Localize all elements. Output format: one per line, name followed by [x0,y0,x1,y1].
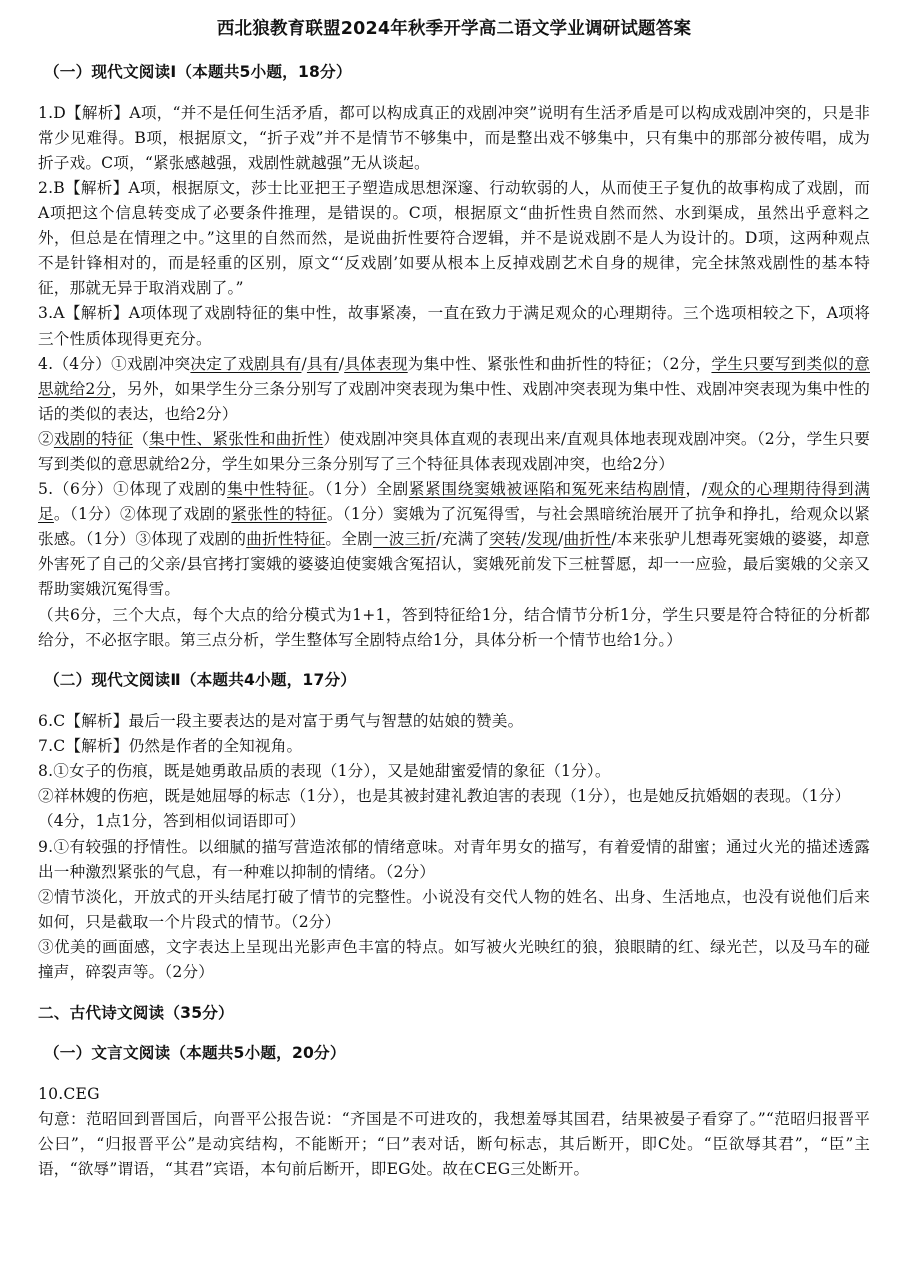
text-segment: 。全剧 [325,530,373,549]
text-segment: ，另外，如果学生分三条分别写了戏剧冲突表现为集中性、戏剧冲突表现为集中性、戏剧冲突表现为集中性的话的类似的表达，也给2分） [38,379,870,423]
section-heading [38,668,870,693]
text-segment: （4分，1点1分，答到相似词语即可） [38,812,306,831]
answer-paragraph [38,759,870,784]
document-body [38,60,870,1182]
text-segment: ②情节淡化，开放式的开头结尾打破了情节的完整性。小说没有交代人物的姓名、出身、生活地点，也没有说他们后来如何，只是截取一个片段式的情节。（2分） [38,887,870,931]
underlined-text: 具体表现 [344,354,408,373]
text-segment: /充满了 [436,530,490,549]
underlined-text: 曲折性特征 [246,530,326,549]
section-heading [38,60,870,85]
underlined-text: 决定了戏剧具有 [190,354,302,373]
text-segment: 。（1分）②体现了戏剧的 [53,505,232,524]
answer-paragraph [38,101,870,176]
answer-paragraph [38,301,870,351]
answer-paragraph [38,809,870,834]
answer-paragraph [38,603,870,653]
text-segment: （二）现代文阅读Ⅱ（本题共4小题，17分） [44,671,357,690]
text-segment: ②祥林嫂的伤疤，既是她屈辱的标志（1分），也是其被封建礼教迫害的表现（1分），也是她反抗婚姻的表现。（1分） [38,787,851,806]
text-segment: ）使戏剧冲突具体直观的表现出来/直观具体地表现戏剧冲突。（2分，学生只要写到类似的意思就给2分，学生如果分三条分别写了三个特征具体表现戏剧冲突，也给2分） [38,429,871,473]
underlined-text: 观众的心理期待得到满足 [38,480,870,524]
underlined-text: 紧紧围绕窦娥被诬陷和冤死来结构剧情 [408,480,686,499]
underlined-text: 紧张性的特征 [231,505,327,524]
text-segment: 7.C【解析】仍然是作者的全知视角。 [38,737,303,756]
text-segment: / [558,530,564,549]
text-segment: 6.C【解析】最后一段主要表达的是对富于勇气与智慧的姑娘的赞美。 [38,712,524,731]
answer-paragraph [38,835,870,885]
text-segment: 9.①有较强的抒情性。以细腻的描写营造浓郁的情绪意味。对青年男女的描写，有着爱情的甜蜜；通过火光的描述透露出一种激烈紧张的气息，有一种难以抑制的情绪。（2分） [38,837,870,881]
text-segment: 8.①女子的伤痕，既是她勇敢品质的表现（1分），又是她甜蜜爱情的象征（1分）。 [38,762,611,781]
section-heading [38,1001,870,1026]
text-segment: 4.（4分）①戏剧冲突 [38,354,191,373]
text-segment: / [338,354,345,373]
answer-document [38,14,870,1182]
answer-paragraph [38,734,870,759]
section-heading [38,1041,870,1066]
answer-paragraph [38,709,870,734]
underlined-text: 集中性特征 [227,480,309,499]
answer-paragraph [38,352,870,427]
text-segment: 5.（6分）①体现了戏剧的 [38,480,228,499]
text-segment: （共6分，三个大点，每个大点的给分模式为1+1，答到特征给1分，结合情节分析1分，学生只要是符合特征的分析都给分，不必抠字眼。第三点分析，学生整体写全剧特点给1分，具体分析一个情节也给1分。） [38,605,870,649]
text-segment: （一）现代文阅读Ⅰ（本题共5小题，18分） [44,63,352,81]
text-segment: （一）文言文阅读（本题共5小题，20分） [44,1044,346,1063]
answer-paragraph [38,1082,870,1107]
answer-paragraph [38,935,870,985]
answer-paragraph [38,427,870,477]
text-segment: 2.B【解析】A项，根据原文，莎士比亚把王子塑造成思想深邃、行动软弱的人，从而使王子复仇的故事构成了戏剧，而A项把这个信息转变成了必要条件推理，是错误的。C项，根据原文“曲折性贵自然而然、水到渠成，虽然出乎意料之外，但总是在情理之中。”这里的自然而然，是说曲折性要符合逻辑，并不是说戏剧不是人为设计的。D项，这两种观点不是针锋相对的，而是轻重的区别，原文“‘反戏剧’如要从根本上反掉戏剧艺术自身的规律，完全抹煞戏剧性的基本特征，那就无异于取消戏剧了。” [38,178,870,298]
text-segment: /本来张驴儿想毒死窦娥的婆婆，却意外害死了自己的父亲/县官拷打窦娥的婆婆迫使窦娥含冤招认，窦娥死前发下三桩誓愿，却一一应验，最后窦娥的父亲又帮助窦娥沉冤得雪。 [38,530,871,599]
underlined-text: 曲折性 [563,530,612,549]
answer-paragraph [38,176,870,301]
text-segment: ，/ [685,480,708,499]
underlined-text: 集中性、紧张性和曲折性 [148,429,324,448]
text-segment: 为集中性、紧张性和曲折性的特征；（2分， [407,354,712,373]
underlined-text: 戏剧的特征 [53,429,134,448]
text-segment: 二、古代诗文阅读（35分） [38,1003,234,1022]
answer-paragraph [38,477,870,602]
text-segment: 10.CEG [38,1085,100,1104]
document-title: 西北狼教育联盟2024年秋季开学高二语文学业调研试题答案 [216,19,692,39]
underlined-text: 一波三折 [372,530,437,549]
answer-paragraph [38,1107,870,1182]
text-segment: / [301,354,307,373]
text-segment: 句意：范昭回到晋国后，向晋平公报告说：“齐国是不可进攻的，我想羞辱其国君，结果被晏子看穿了。”“范昭归报晋平公曰”，“归报晋平公”是动宾结构，不能断开；“曰”表对话，断句标志，其后断开，即C处。“臣欲辱其君”，“臣”主语，“欲辱”谓语，“其君”宾语，本句前后断开，即EG处。故在CEG三处断开。 [38,1110,870,1179]
text-segment: 。（1分）全剧 [308,480,409,499]
text-segment: 3.A【解析】A项体现了戏剧特征的集中性，故事紧凑，一直在致力于满足观众的心理期待。三个选项相较之下，A项将三个性质体现得更充分。 [38,304,870,348]
answer-paragraph [38,784,870,809]
underlined-text: 发现 [526,530,559,549]
answer-paragraph [38,885,870,935]
text-segment: ③优美的画面感，文字表达上呈现出光影声色丰富的特点。如写被火光映红的狼，狼眼睛的红、绿光芒，以及马车的碰撞声，碎裂声等。（2分） [38,937,870,981]
underlined-text: 突转 [489,530,521,549]
text-segment: 。（1分）窦娥为了沉冤得雪，与社会黑暗统治展开了抗争和挣扎，给观众以紧张感。（1分）③体现了戏剧的 [38,505,871,549]
underlined-text: 具有 [306,354,339,373]
text-segment: （ [133,429,149,448]
text-segment: ② [38,429,54,448]
text-segment: / [520,530,527,549]
text-segment: 1.D【解析】A项，“并不是任何生活矛盾，都可以构成真正的戏剧冲突”说明有生活矛盾是可以构成戏剧冲突的，只是非常少见难得。B项，根据原文，“折子戏”并不是情节不够集中，而是整出戏不够集中，只有集中的那部分被传唱，成为折子戏。C项，“紧张感越强，戏剧性就越强”无从谈起。 [38,103,870,172]
underlined-text: 学生只要写到类似的意思就给2分 [38,354,870,398]
